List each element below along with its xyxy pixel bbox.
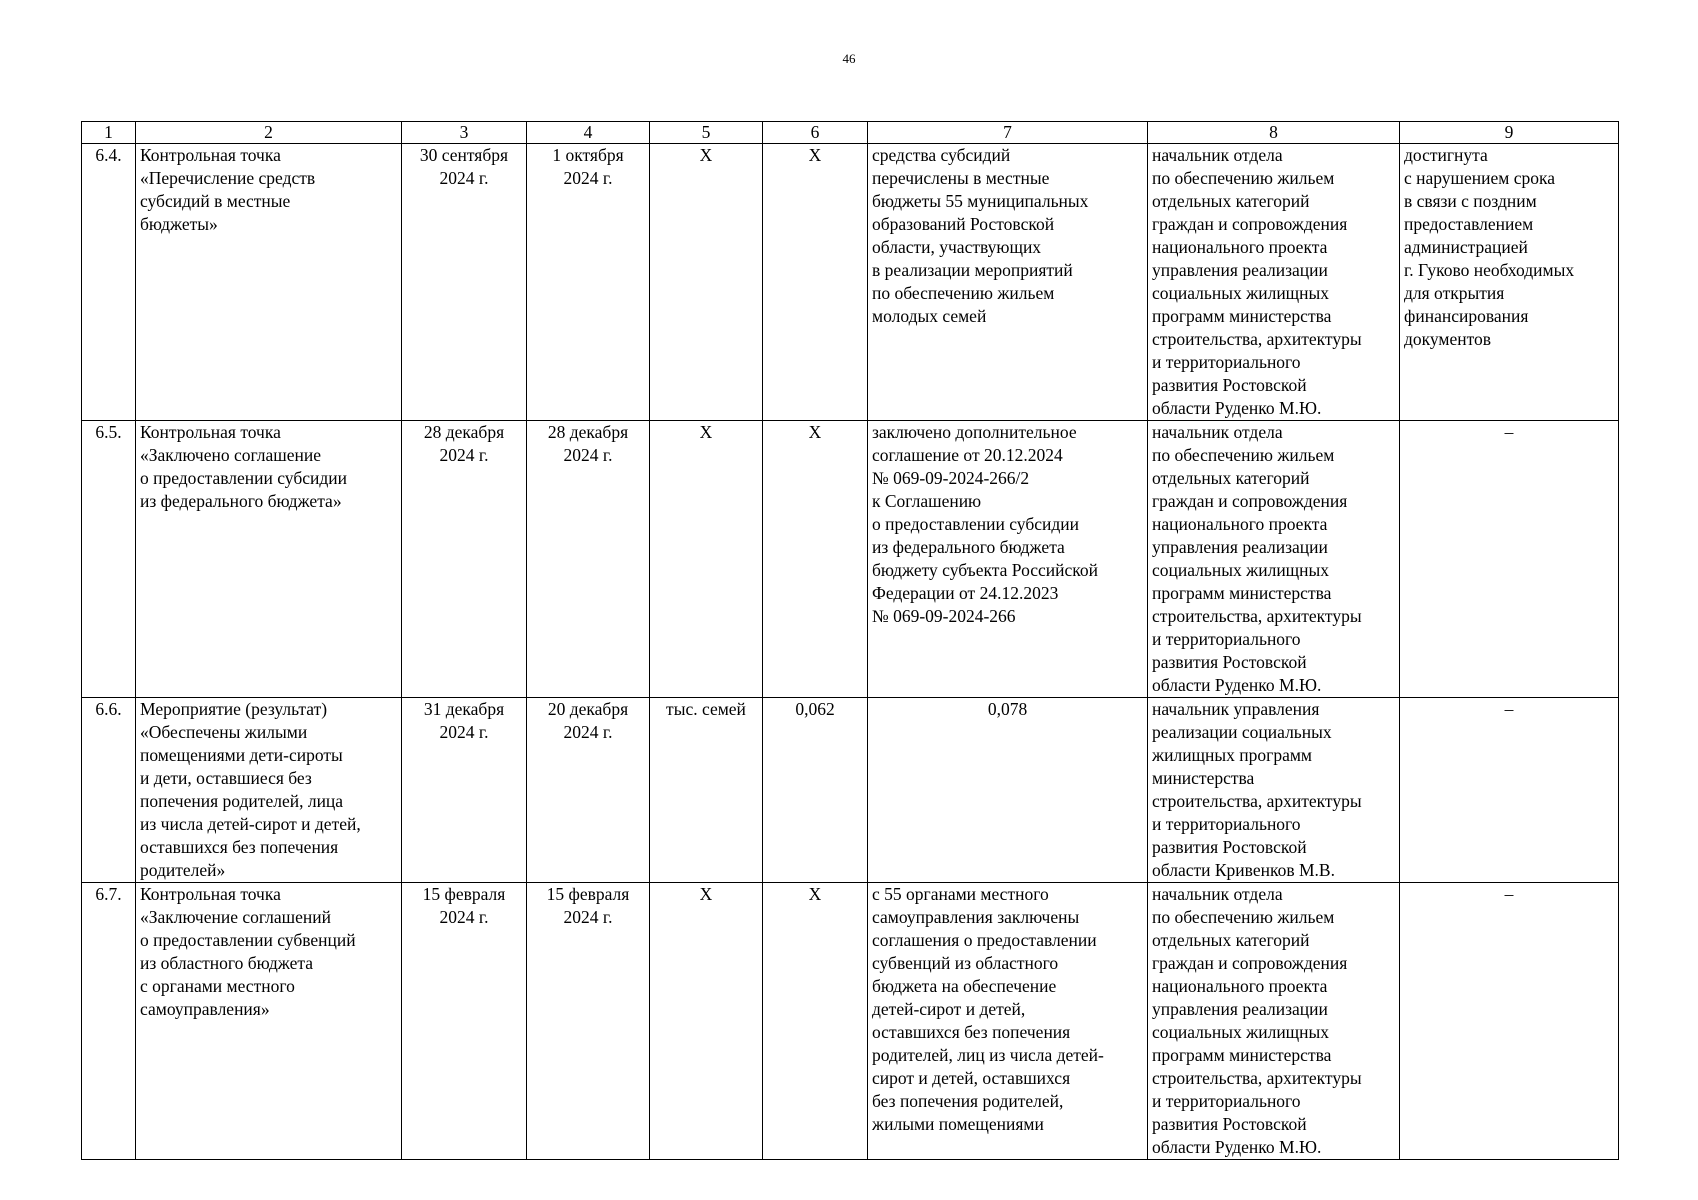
table-row bbox=[82, 144, 1619, 421]
unit: тыс. семей bbox=[650, 698, 763, 883]
result: с 55 органами местного самоуправления заключены соглашения о предоставлении субвенций из областного бюджета на обеспечение детей-сирот и детей, оставшихся без попечения родителей, лиц из числа детей- сирот и детей, оставшихся без попечения родителей, жилыми помещениями bbox=[868, 883, 1148, 1160]
header-cell-3: 3 bbox=[402, 122, 527, 144]
note: – bbox=[1400, 698, 1619, 883]
header-cell-6: 6 bbox=[763, 122, 868, 144]
item-name: Контрольная точка «Заключено соглашение о предоставлении субсидии из федерального бюджета» bbox=[136, 421, 402, 698]
plan-value: 0,062 bbox=[763, 698, 868, 883]
header-cell-5: 5 bbox=[650, 122, 763, 144]
unit: Х bbox=[650, 883, 763, 1160]
table-row bbox=[82, 883, 1619, 1160]
plan-value: Х bbox=[763, 421, 868, 698]
plan-value: Х bbox=[763, 144, 868, 421]
page-number: 46 bbox=[842, 51, 856, 66]
header-cell-1: 1 bbox=[82, 122, 136, 144]
header-cell-2: 2 bbox=[136, 122, 402, 144]
report-table bbox=[81, 121, 1619, 1160]
header-cell-7: 7 bbox=[868, 122, 1148, 144]
row-number: 6.5. bbox=[82, 421, 136, 698]
note: достигнута с нарушением срока в связи с поздним предоставлением администрацией г. Гуково необходимых для открытия финансирования документов bbox=[1400, 144, 1619, 421]
header-row bbox=[82, 122, 1619, 144]
unit: Х bbox=[650, 421, 763, 698]
responsible: начальник отдела по обеспечению жильем отдельных категорий граждан и сопровождения национального проекта управления реализации социальных жилищных программ министерства строительства, архитектуры и территориального развития Ростовской области Руденко М.Ю. bbox=[1148, 421, 1400, 698]
row-number: 6.4. bbox=[82, 144, 136, 421]
actual-date: 1 октября 2024 г. bbox=[527, 144, 650, 421]
result: заключено дополнительное соглашение от 20.12.2024 № 069-09-2024-266/2 к Соглашению о предоставлении субсидии из федерального бюджета бюджету субъекта Российской Федерации от 24.12.2023 № 069-09-2024-266 bbox=[868, 421, 1148, 698]
note: – bbox=[1400, 421, 1619, 698]
plan-value: Х bbox=[763, 883, 868, 1160]
planned-date: 28 декабря 2024 г. bbox=[402, 421, 527, 698]
responsible: начальник отдела по обеспечению жильем отдельных категорий граждан и сопровождения национального проекта управления реализации социальных жилищных программ министерства строительства, архитектуры и территориального развития Ростовской области Руденко М.Ю. bbox=[1148, 144, 1400, 421]
result: средства субсидий перечислены в местные бюджеты 55 муниципальных образований Ростовской области, участвующих в реализации мероприятий по обеспечению жильем молодых семей bbox=[868, 144, 1148, 421]
unit: Х bbox=[650, 144, 763, 421]
actual-date: 15 февраля 2024 г. bbox=[527, 883, 650, 1160]
row-number: 6.6. bbox=[82, 698, 136, 883]
planned-date: 30 сентября 2024 г. bbox=[402, 144, 527, 421]
header-cell-4: 4 bbox=[527, 122, 650, 144]
responsible: начальник управления реализации социальных жилищных программ министерства строительства, архитектуры и территориального развития Ростовской области Кривенков М.В. bbox=[1148, 698, 1400, 883]
note: – bbox=[1400, 883, 1619, 1160]
item-name: Мероприятие (результат) «Обеспечены жилыми помещениями дети-сироты и дети, оставшиеся без попечения родителей, лица из числа детей-сирот и детей, оставшихся без попечения родителей» bbox=[136, 698, 402, 883]
item-name: Контрольная точка «Заключение соглашений о предоставлении субвенций из областного бюджета с органами местного самоуправления» bbox=[136, 883, 402, 1160]
table-row bbox=[82, 421, 1619, 698]
actual-date: 20 декабря 2024 г. bbox=[527, 698, 650, 883]
item-name: Контрольная точка «Перечисление средств субсидий в местные бюджеты» bbox=[136, 144, 402, 421]
header-cell-8: 8 bbox=[1148, 122, 1400, 144]
actual-date: 28 декабря 2024 г. bbox=[527, 421, 650, 698]
result: 0,078 bbox=[868, 698, 1148, 883]
responsible: начальник отдела по обеспечению жильем отдельных категорий граждан и сопровождения национального проекта управления реализации социальных жилищных программ министерства строительства, архитектуры и территориального развития Ростовской области Руденко М.Ю. bbox=[1148, 883, 1400, 1160]
header-cell-9: 9 bbox=[1400, 122, 1619, 144]
planned-date: 31 декабря 2024 г. bbox=[402, 698, 527, 883]
table-row bbox=[82, 698, 1619, 883]
row-number: 6.7. bbox=[82, 883, 136, 1160]
planned-date: 15 февраля 2024 г. bbox=[402, 883, 527, 1160]
